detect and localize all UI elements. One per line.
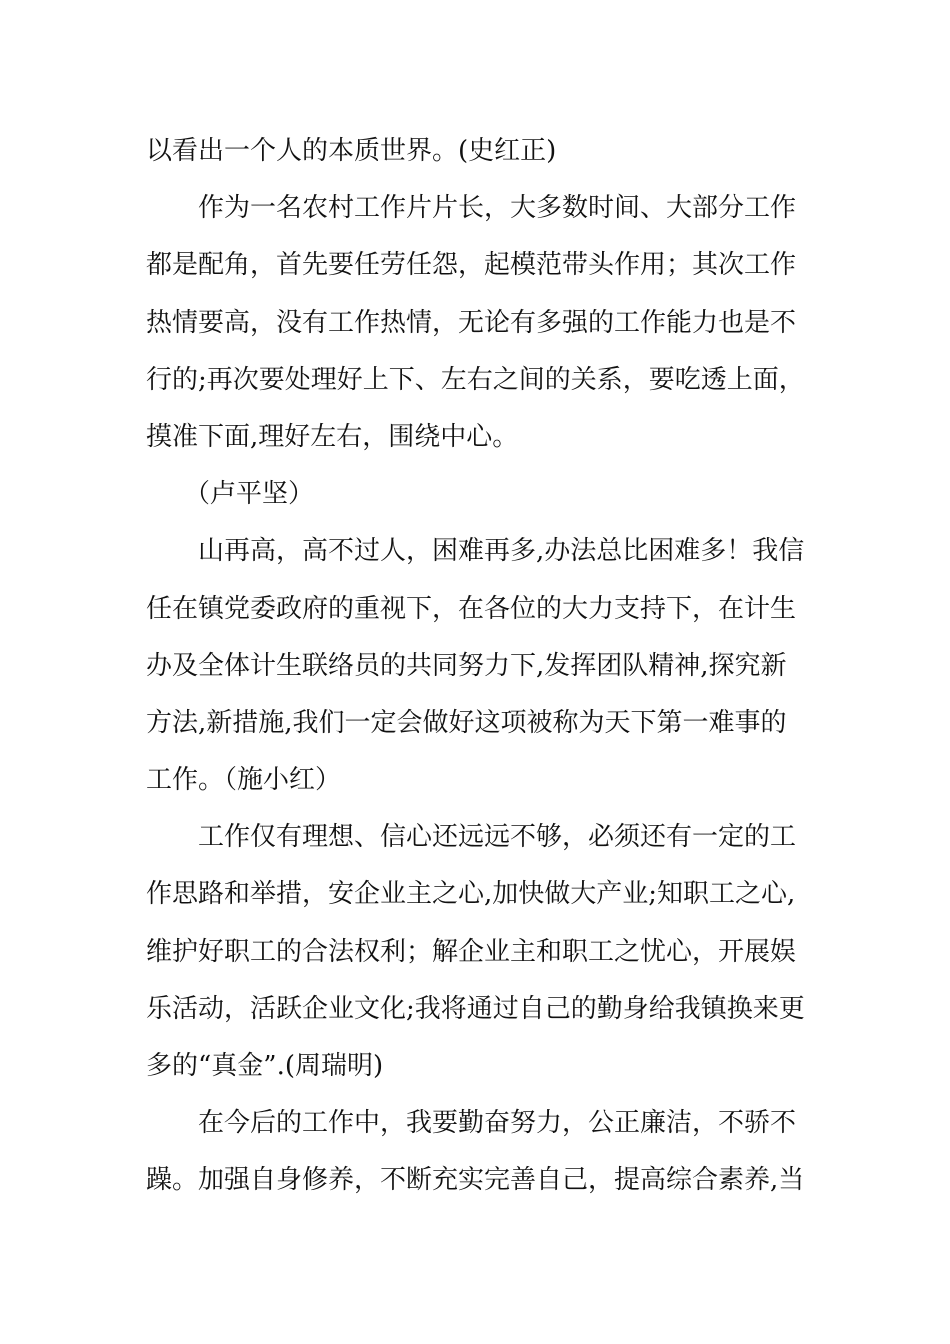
text-line: 方法,新措施,我们一定会做好这项被称为天下第一难事的: [146, 707, 787, 738]
text-line: 多的“真金”.(周瑞明): [146, 1051, 384, 1081]
text-line: 热情要高，没有工作热情，无论有多强的工作能力也是不: [146, 307, 797, 338]
text-line: 作思路和举措，安企业主之心,加快做大产业;知职工之心,: [146, 879, 796, 910]
text-line: 乐活动，活跃企业文化;我将通过自己的勤身给我镇换来更: [146, 993, 805, 1024]
text-line: 都是配角，首先要任劳任怨，起模范带头作用；其次工作: [146, 250, 797, 281]
text-line: 摸准下面,理好左右，围绕中心。: [146, 421, 519, 452]
text-line: 行的;再次要处理好上下、左右之间的关系，要吃透上面，: [146, 364, 805, 395]
text-line: 山再高，高不过人，困难再多,办法总比困难多！我信: [198, 536, 805, 567]
text-line: 作为一名农村工作片片长，大多数时间、大部分工作: [198, 193, 797, 224]
text-line: 维护好职工的合法权利；解企业主和职工之忧心，开展娱: [146, 936, 797, 967]
author-attribution: （卢平坚）: [184, 479, 315, 510]
text-line: 工作仅有理想、信心还远远不够，必须还有一定的工: [198, 822, 797, 853]
text-line: 在今后的工作中，我要勤奋努力，公正廉洁，不骄不: [198, 1108, 797, 1139]
document-body: [146, 123, 810, 1210]
text-line: 任在镇党委政府的重视下，在各位的大力支持下，在计生: [146, 593, 797, 624]
text-line: 躁。加强自身修养，不断充实完善自己，提高综合素养,当: [146, 1165, 805, 1196]
text-line: 工作。（施小红）: [146, 765, 342, 796]
text-line: 以看出一个人的本质世界。(史红正): [146, 136, 557, 166]
text-line: 办及全体计生联络员的共同努力下,发挥团队精神,探究新: [146, 650, 787, 681]
